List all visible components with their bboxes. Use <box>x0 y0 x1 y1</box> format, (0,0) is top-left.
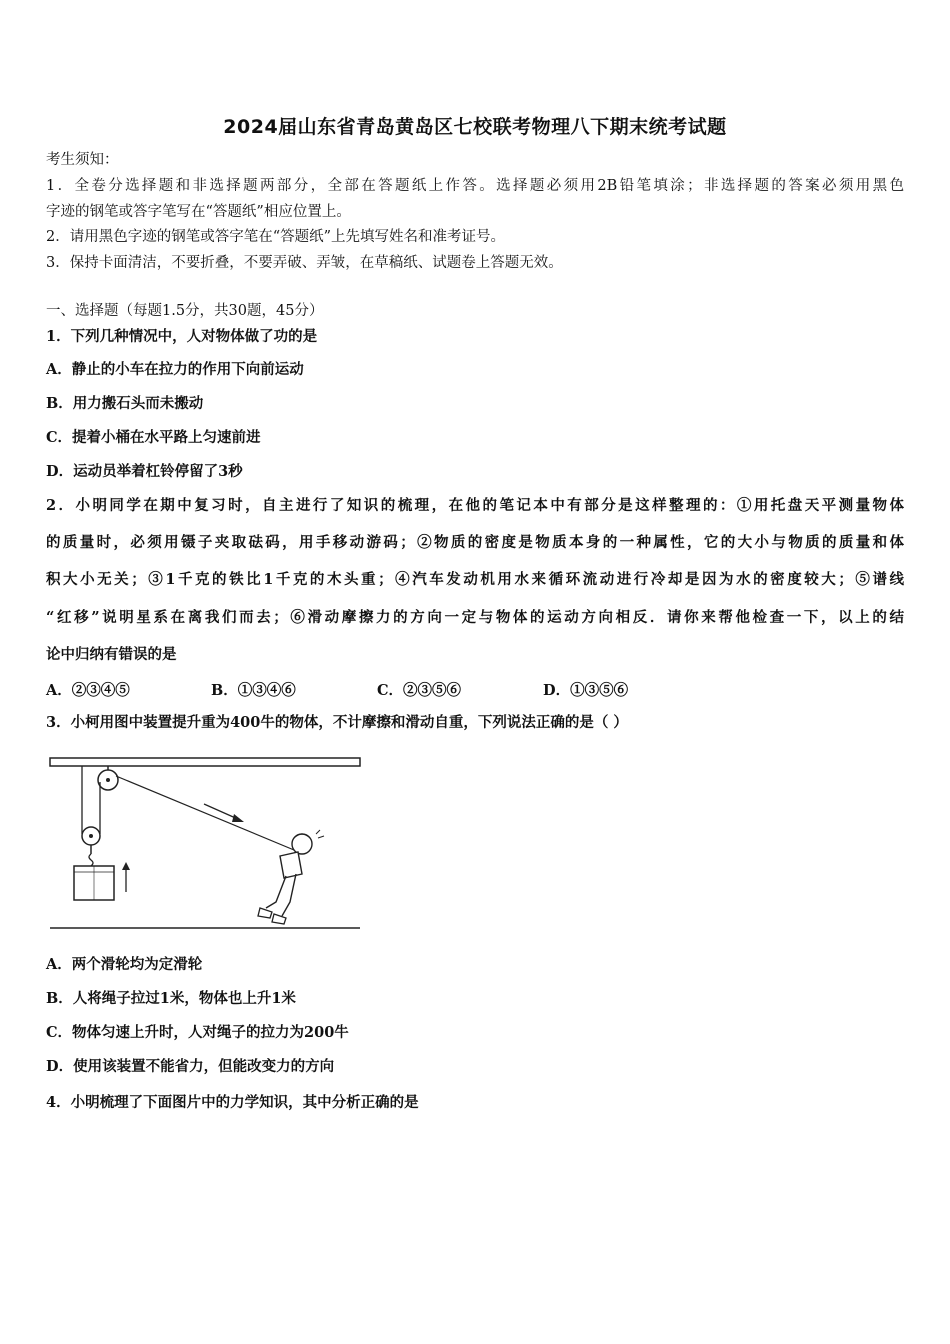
question-3-stem: 3．小柯用图中装置提升重为400牛的物体，不计摩擦和滑动自重，下列说法正确的是（ ） <box>46 714 628 731</box>
question-2-line: 积大小无关；③1千克的铁比1千克的木头重；④汽车发动机用水来循环流动进行冷却是因为水的密度较大；⑤谱线 <box>46 571 904 588</box>
notice-item: 2．请用黑色字迹的钢笔或答字笔在“答题纸”上先填写姓名和准考证号。 <box>46 229 506 245</box>
question-2-line: 论中归纳有错误的是 <box>46 646 177 663</box>
question-2-options <box>46 679 746 699</box>
question-3-option-b: B．人将绳子拉过1米，物体也上升1米 <box>46 990 296 1007</box>
question-1-option-d: D．运动员举着杠铃停留了3秒 <box>46 463 243 480</box>
question-2-line: 的质量时，必须用镊子夹取砝码，用手移动游码；②物质的密度是物质本身的一种属性，它的大小与物质的质量和体 <box>46 534 904 551</box>
question-1-stem: 1．下列几种情况中，人对物体做了功的是 <box>46 328 318 345</box>
question-2-option-b: B．①③④⑥ <box>211 682 296 699</box>
notice-item: 3．保持卡面清洁，不要折叠，不要弄破、弄皱，在草稿纸、试题卷上答题无效。 <box>46 255 563 271</box>
question-3-option-a: A．两个滑轮均为定滑轮 <box>46 956 203 973</box>
pulley-diagram <box>44 752 364 934</box>
section-heading: 一、选择题（每题1.5分，共30题，45分） <box>46 303 324 319</box>
question-2-line: “红移”说明星系在离我们而去；⑥滑动摩擦力的方向一定与物体的运动方向相反．请你来帮他检查一下，以上的结 <box>46 609 904 626</box>
question-3-option-d: D．使用该装置不能省力，但能改变力的方向 <box>46 1058 335 1075</box>
notice-heading: 考生须知： <box>46 152 119 168</box>
page-title: 2024届山东省青岛黄岛区七校联考物理八下期末统考试题 <box>223 116 727 138</box>
question-1-option-c: C．提着小桶在水平路上匀速前进 <box>46 429 261 446</box>
question-2-option-c: C．②③⑤⑥ <box>377 682 462 699</box>
question-4-stem: 4．小明梳理了下面图片中的力学知识，其中分析正确的是 <box>46 1094 419 1111</box>
question-2-option-d: D．①③⑤⑥ <box>543 682 629 699</box>
question-2-line: 2．小明同学在期中复习时，自主进行了知识的梳理，在他的笔记本中有部分是这样整理的：①用托盘天平测量物体 <box>46 497 904 514</box>
question-2-option-a: A．②③④⑤ <box>46 682 130 699</box>
question-1-option-a: A．静止的小车在拉力的作用下向前运动 <box>46 361 304 378</box>
question-1-option-b: B．用力搬石头而未搬动 <box>46 395 204 412</box>
notice-item: 字迹的钢笔或答字笔写在“答题纸”相应位置上。 <box>46 204 351 220</box>
question-3-option-c: C．物体匀速上升时，人对绳子的拉力为200牛 <box>46 1024 349 1041</box>
notice-item: 1．全卷分选择题和非选择题两部分，全部在答题纸上作答。选择题必须用2B铅笔填涂；非选择题的答案必须用黑色 <box>46 178 904 194</box>
